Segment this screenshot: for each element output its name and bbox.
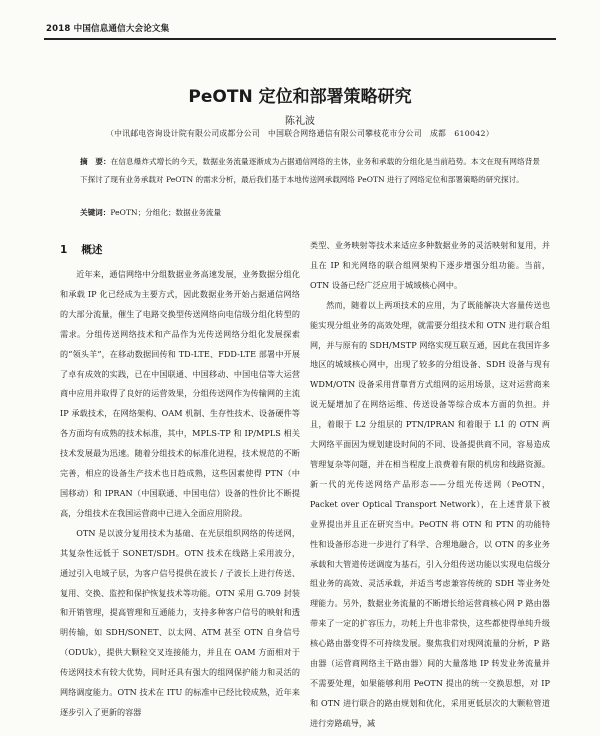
section-number: 1 xyxy=(60,244,68,256)
keywords-text: PeOTN；分组化；数据业务流量 xyxy=(110,208,222,217)
abstract xyxy=(80,153,540,188)
abstract-text: 在信息爆炸式增长的今天，数据业务流量逐渐成为占据通信网络的主体，业务和承载的分组化是当前趋势。本文在现有网络背景下探讨了现有业务承载对 PeOTN 的需求分析，最后我们基于本地传送网承载网络 PeOTN 进行了网络定位和部署策略的研究探讨。 xyxy=(80,157,540,184)
running-header: 2018 中国信息通信大会论文集 xyxy=(46,24,170,34)
body-paragraph: 近年来，通信网络中分组数据业务高速发展，业务数据分组化和承载 IP 化已经成为主要方式，因此数据业务开始占据通信网络的大部分流量，催生了电路交换型传送网络向电信级分组化转型的需求。分组传送网络技术和产品作为光传送网络分组化发展探索的“领头羊”，在移动数据回传和 TD-LTE、FDD-LTE 部署中开展了卓有成效的实践，已在中国联通、中国移动、中国电信等大运营商中应用并取得了良好的运营效果，分组传送网作为传输网的主流 IP 承载技术，在网络架构、OAM 机制、生存性技术、设备硬件等各方面均有成熟的技术标准，其中，MPLS-TP 和 IP/MPLS 相关技术发展最为迅速。随着分组技术的标准化进程，技术规范的不断完善，相应的设备生产技术也日趋成熟，这些因素使得 PTN（中国移动）和 IPRAN（中国联通、中国电信）设备的性价比不断提高，分组技术在我国运营商中已进入全面应用阶段。 xyxy=(60,269,300,518)
keywords-label: 关键词： xyxy=(80,208,111,217)
paper-title: PeOTN 定位和部署策略研究 xyxy=(188,87,412,107)
header-divider xyxy=(44,38,556,40)
section-heading xyxy=(60,240,300,260)
body-paragraph: 类型、业务映射等技术来适应多种数据业务的灵活映射和复用，并且在 IP 和光网络的联合组网架构下逐步增强分组功能。当前，OTN 设备已经广泛应用于城域核心网中。 xyxy=(310,240,550,290)
author-affiliation: （中讯邮电咨询设计院有限公司成都分公司 中国联合网络通信有限公司攀枝花市分公司 成都 610042） xyxy=(106,129,494,138)
keywords xyxy=(80,207,540,218)
abstract-label: 摘 要： xyxy=(80,157,111,166)
body-paragraph: OTN 是以波分复用技术为基础、在光层组织网络的传送网，其复杂性远低于 SONET/SDH。OTN 技术在线路上采用波分，通过引入电域子层，为客户信号提供在波长 / 子波长上进行传送、复用、交换、监控和保护恢复技术等功能。OTN 采用 G.709 封装和开销管理，提高管理和互通能力，支持多种客户信号的映射和透明传输，如 SDH/SONET、以太网、ATM 甚至 OTN 自身信号（ODUk），提供大颗粒交叉连接能力，并且在 OAM 方面相对于传送网技术有较大优势，同时还具有强大的组网保护能力和灵活的网络调度能力。OTN 技术在 ITU 的标准中已经比较成熟，近年来逐步引入了更新的容器 xyxy=(60,527,300,717)
section-title: 概述 xyxy=(81,244,103,256)
right-column xyxy=(310,236,550,734)
paper-author: 陈礼波 xyxy=(285,116,315,127)
body-paragraph: 然而，随着以上两项技术的应用，为了既能解决大容量传送也能实现分组业务的高效处理，就需要分组技术和 OTN 进行联合组网，并与原有的 SDH/MSTP 网络实现互联互通，因此在我国许多地区的城域核心网中，出现了较多的分组设备、SDH 设备与现有 WDM/OTN 设备采用背靠背方式组网的运用场景，这对运营商来说无疑增加了在网络运维、传送设备等综合成本方面的负担。并且，着眼于 L2 分组层的 PTN/IPRAN 和着眼于 L1 的 OTN 两大网络平面因为规划建设时间的不同、设备提供商不同，容易造成管理复杂等问题，并在相当程度上浪费着有限的机房和线路资源。新一代的光传送网络产品形态——分组光传送网（PeOTN，Packet over Optical Transport Network），在上述背景下被业界提出并且正在研究当中。PeOTN 将 OTN 和 PTN 的功能特性和设备形态进一步进行了科学、合理地融合，以 OTN 的多业务承载和大管道传送调度为基石，引入分组传送功能以实现电信级分组业务的高效、灵活承载，并适当考虑兼容传统的 SDH 等业务处理能力。另外，数据业务流量的不断增长给运营商核心网 P 路由器带来了一定的扩容压力，功耗上升也非常快，这些都使得单纯升级核心路由器变得不可持续发展。聚焦我们对现网流量的分析，P 路由器（运营商网络主干路由器）间的大量落地 IP 转发业务流量并不需要处理，如果能够利用 PeOTN 提出的统一交换思想，对 IP 和 OTN 进行联合的路由规划和优化，采用更低层次的大颗粒管道进行旁路疏导，减 xyxy=(310,299,550,728)
left-column xyxy=(60,236,300,723)
